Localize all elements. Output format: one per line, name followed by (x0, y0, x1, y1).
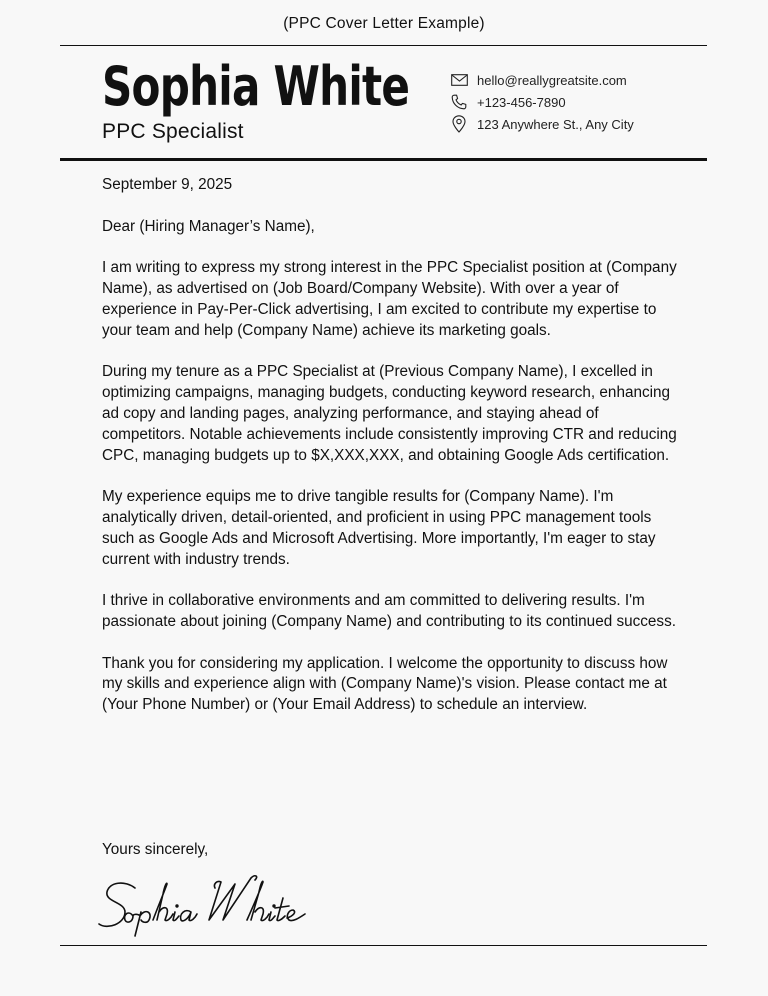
letter-paragraph-3: My experience equips me to drive tangible results for (Company Name). I'm analytically driven, detail-oriented, and proficient in using PPC management tools such as Google Ads and Microsoft Advertising. More importantly, I'm eager to stay current with industry trends. (102, 488, 656, 568)
letter-paragraph-2: During my tenure as a PPC Specialist at (Previous Company Name), I excelled in optimizing campaigns, managing budgets, conducting keyword research, enhancing ad copy and landing pages, analyzing performance, and staying ahead of competitors. Notable achievements include consistently improving CTR and reducing CPC, managing budgets up to $X,XXX,XXX, and obtaining Google Ads certification. (102, 363, 677, 464)
applicant-name: Sophia White (102, 55, 410, 118)
page-caption: (PPC Cover Letter Example) (283, 15, 485, 32)
email-text: hello@reallygreatsite.com (477, 72, 627, 88)
contact-block (450, 69, 634, 135)
letter-body (102, 175, 682, 737)
top-divider (60, 45, 707, 46)
applicant-role: PPC Specialist (102, 120, 244, 143)
phone-text: +123-456-7890 (477, 94, 566, 110)
handwritten-signature (95, 874, 325, 940)
letter-paragraph-4: I thrive in collaborative environments and am committed to delivering results. I'm passionate about joining (Company Name) and contributing to its continued success. (102, 592, 676, 630)
mail-icon (450, 71, 468, 89)
header-divider (60, 158, 707, 161)
letter-paragraph-1: I am writing to express my strong interest in the PPC Specialist position at (Company Name), as advertised on (Job Board/Company Website). With over a year of experience in Pay-Per-Click advertising, I am excited to contribute my expertise to your team and help (Company Name) achieve its marketing goals. (102, 259, 677, 339)
bottom-divider (60, 945, 707, 946)
location-pin-icon (450, 115, 468, 133)
contact-email (450, 69, 634, 91)
letter-closing: Yours sincerely, (102, 841, 209, 858)
letter-paragraph-5: Thank you for considering my application. I welcome the opportunity to discuss how my skills and experience align with (Company Name)'s vision. Please contact me at (Your Phone Number) or (Your Email Address) to schedule an interview. (102, 654, 668, 714)
address-text: 123 Anywhere St., Any City (477, 116, 634, 132)
letter-date: September 9, 2025 (102, 176, 233, 193)
phone-icon (450, 93, 468, 111)
contact-phone (450, 91, 634, 113)
contact-address (450, 113, 634, 135)
letter-greeting: Dear (Hiring Manager’s Name), (102, 217, 315, 235)
